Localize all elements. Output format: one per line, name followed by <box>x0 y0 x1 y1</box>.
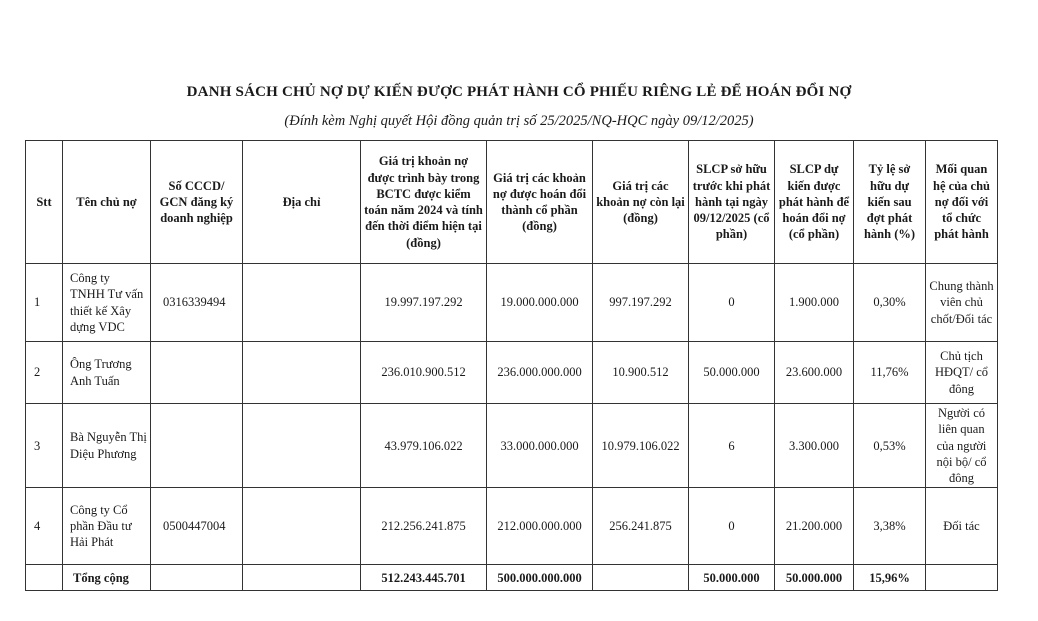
cell-shares-issued: 21.200.000 <box>775 488 854 565</box>
header-stt: Stt <box>26 141 63 264</box>
header-debt-total: Giá trị khoản nợ được trình bày trong BCTC được kiểm toán năm 2024 và tính đến thời điểm hiện tại (đồng) <box>361 141 487 264</box>
header-address: Địa chỉ <box>243 141 361 264</box>
table-row <box>26 404 998 488</box>
cell-id-number <box>151 404 243 488</box>
cell-relation: Chung thành viên chủ chốt/Đối tác <box>926 264 998 342</box>
cell-debt-total: 236.010.900.512 <box>361 342 487 404</box>
cell-shares-issued: 23.600.000 <box>775 342 854 404</box>
cell-total-ownership: 15,96% <box>854 565 926 591</box>
cell-total-stt <box>26 565 63 591</box>
cell-total-id <box>151 565 243 591</box>
cell-address <box>243 488 361 565</box>
cell-stt: 3 <box>26 404 63 488</box>
cell-debt-total: 19.997.197.292 <box>361 264 487 342</box>
cell-creditor-name: Bà Nguyễn Thị Diệu Phương <box>63 404 151 488</box>
cell-stt: 2 <box>26 342 63 404</box>
cell-ownership: 0,53% <box>854 404 926 488</box>
cell-shares-issued: 1.900.000 <box>775 264 854 342</box>
cell-ownership: 0,30% <box>854 264 926 342</box>
cell-address <box>243 404 361 488</box>
cell-debt-swapped: 212.000.000.000 <box>487 488 593 565</box>
cell-total-shares-issued: 50.000.000 <box>775 565 854 591</box>
header-id-number: Số CCCD/ GCN đăng ký doanh nghiệp <box>151 141 243 264</box>
cell-total-relation <box>926 565 998 591</box>
cell-creditor-name: Ông Trương Anh Tuấn <box>63 342 151 404</box>
cell-id-number: 0316339494 <box>151 264 243 342</box>
header-ownership: Tỷ lệ sở hữu dự kiến sau đợt phát hành (%) <box>854 141 926 264</box>
cell-debt-total: 43.979.106.022 <box>361 404 487 488</box>
cell-address <box>243 342 361 404</box>
cell-shares-before: 0 <box>689 488 775 565</box>
header-shares-issued: SLCP dự kiến được phát hành để hoán đổi nợ (cổ phần) <box>775 141 854 264</box>
table-total-row <box>26 565 998 591</box>
table-row <box>26 264 998 342</box>
table-row <box>26 342 998 404</box>
cell-shares-issued: 3.300.000 <box>775 404 854 488</box>
cell-debt-remaining: 997.197.292 <box>593 264 689 342</box>
cell-shares-before: 50.000.000 <box>689 342 775 404</box>
table-row <box>26 488 998 565</box>
cell-creditor-name: Công ty TNHH Tư vấn thiết kế Xây dựng VDC <box>63 264 151 342</box>
cell-debt-swapped: 19.000.000.000 <box>487 264 593 342</box>
creditor-table <box>25 140 998 591</box>
cell-total-label: Tổng cộng <box>63 565 151 591</box>
cell-debt-total: 212.256.241.875 <box>361 488 487 565</box>
cell-shares-before: 0 <box>689 264 775 342</box>
cell-debt-remaining: 256.241.875 <box>593 488 689 565</box>
cell-ownership: 3,38% <box>854 488 926 565</box>
cell-debt-swapped: 236.000.000.000 <box>487 342 593 404</box>
cell-ownership: 11,76% <box>854 342 926 404</box>
header-debt-swapped: Giá trị các khoản nợ được hoán đổi thành cổ phần (đồng) <box>487 141 593 264</box>
cell-total-debt-total: 512.243.445.701 <box>361 565 487 591</box>
header-debt-remaining: Giá trị các khoản nợ còn lại (đồng) <box>593 141 689 264</box>
cell-id-number <box>151 342 243 404</box>
document-title: DANH SÁCH CHỦ NỢ DỰ KIẾN ĐƯỢC PHÁT HÀNH CỔ PHIẾU RIÊNG LẺ ĐỂ HOÁN ĐỔI NỢ <box>186 84 852 100</box>
cell-relation: Chủ tịch HĐQT/ cổ đông <box>926 342 998 404</box>
cell-total-shares-before: 50.000.000 <box>689 565 775 591</box>
cell-stt: 4 <box>26 488 63 565</box>
cell-total-debt-swapped: 500.000.000.000 <box>487 565 593 591</box>
cell-stt: 1 <box>26 264 63 342</box>
cell-debt-swapped: 33.000.000.000 <box>487 404 593 488</box>
table-header-row <box>26 141 998 264</box>
cell-address <box>243 264 361 342</box>
cell-relation: Đối tác <box>926 488 998 565</box>
document-subtitle: (Đính kèm Nghị quyết Hội đồng quản trị số 25/2025/NQ-HQC ngày 09/12/2025) <box>284 113 754 129</box>
cell-total-debt-remaining <box>593 565 689 591</box>
cell-shares-before: 6 <box>689 404 775 488</box>
cell-id-number: 0500447004 <box>151 488 243 565</box>
cell-debt-remaining: 10.979.106.022 <box>593 404 689 488</box>
cell-total-address <box>243 565 361 591</box>
header-shares-before: SLCP sở hữu trước khi phát hành tại ngày 09/12/2025 (cổ phần) <box>689 141 775 264</box>
header-relation: Mối quan hệ của chủ nợ đối với tổ chức phát hành <box>926 141 998 264</box>
cell-debt-remaining: 10.900.512 <box>593 342 689 404</box>
header-creditor-name: Tên chủ nợ <box>63 141 151 264</box>
cell-relation: Người có liên quan của người nội bộ/ cổ đông <box>926 404 998 488</box>
cell-creditor-name: Công ty Cổ phần Đầu tư Hải Phát <box>63 488 151 565</box>
